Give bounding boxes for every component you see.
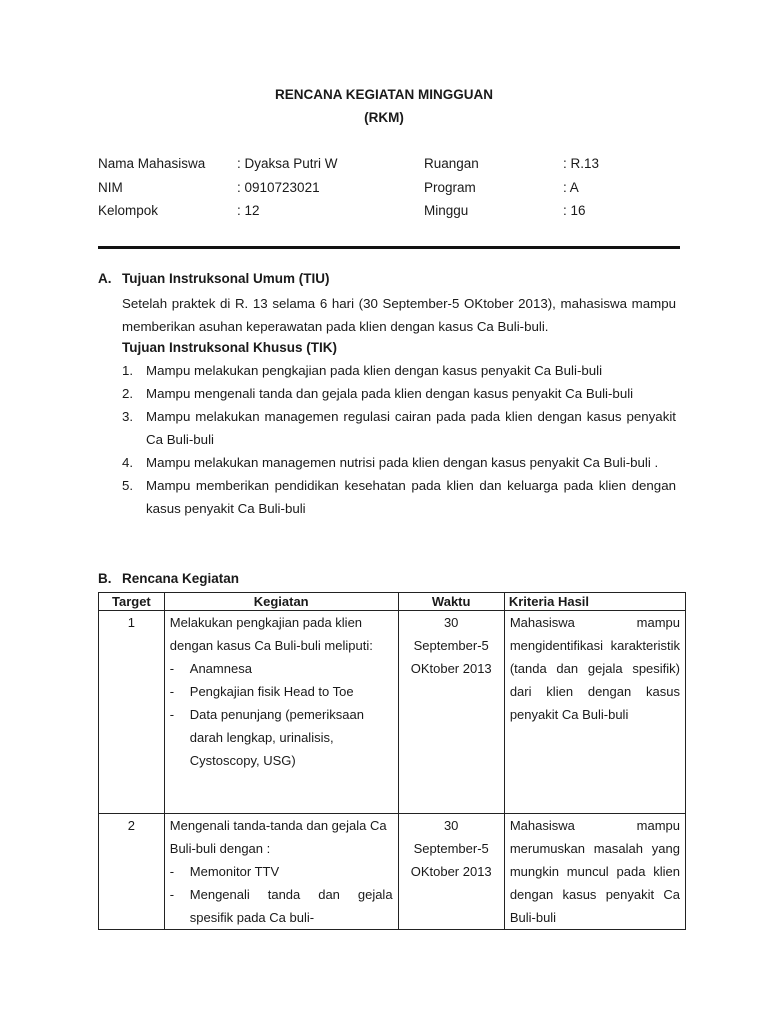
cell-target: 2	[99, 814, 165, 930]
table-header-row	[99, 593, 686, 611]
plan-table	[98, 592, 686, 930]
kegiatan-item-text: Pengkajian fisik Head to Toe	[189, 684, 354, 699]
tik-list	[122, 359, 676, 520]
info-label-kelompok: Kelompok	[98, 203, 159, 218]
section-a-heading	[98, 271, 330, 286]
section-b-heading	[98, 571, 239, 586]
cell-waktu	[398, 814, 504, 930]
column-header-kriteria: Kriteria Hasil	[504, 593, 685, 611]
info-value-program: : A	[563, 180, 579, 195]
waktu-line: September-5	[413, 841, 489, 856]
kegiatan-item	[170, 657, 393, 680]
list-text: Mampu melakukan managemen nutrisi pada klien dengan kasus penyakit Ca Buli-buli .	[146, 455, 659, 470]
column-header-waktu: Waktu	[398, 593, 504, 611]
info-label-nama: Nama Mahasiswa	[98, 156, 206, 171]
section-a-letter: A.	[98, 271, 112, 286]
list-number: 3.	[122, 409, 134, 424]
list-item	[122, 382, 676, 405]
list-text: Mampu melakukan pengkajian pada klien dengan kasus penyakit Ca Buli-buli	[146, 363, 603, 378]
table-row	[99, 611, 686, 814]
info-label-minggu: Minggu	[424, 203, 469, 218]
dash-bullet: -	[169, 684, 175, 699]
kegiatan-item-text: Anamnesa	[189, 661, 252, 676]
dash-bullet: -	[169, 707, 175, 722]
column-header-target: Target	[99, 593, 165, 611]
dash-bullet: -	[169, 864, 175, 879]
kegiatan-item-text: Memonitor TTV	[189, 864, 280, 879]
waktu-line: OKtober 2013	[410, 661, 492, 676]
list-number: 1.	[122, 363, 134, 378]
list-item	[122, 451, 676, 474]
cell-kegiatan	[164, 814, 398, 930]
tiu-paragraph: Setelah praktek di R. 13 selama 6 hari (30 September-5 OKtober 2013), mahasiswa mampu memberikan asuhan keperawatan pada klien dengan kasus Ca Buli-buli.	[122, 296, 676, 334]
kegiatan-intro: Melakukan pengkajian pada klien dengan kasus Ca Buli-buli meliputi:	[169, 615, 373, 653]
cell-waktu	[398, 611, 504, 814]
list-text: Mampu melakukan managemen regulasi cairan pada pada klien dengan kasus penyakit Ca Buli-buli	[146, 409, 676, 447]
kegiatan-item-text: Data penunjang (pemeriksaan darah lengkap, urinalisis, Cystoscopy, USG)	[189, 707, 364, 768]
dash-bullet: -	[169, 887, 175, 902]
list-item	[122, 359, 676, 382]
info-value-kelompok: : 12	[237, 203, 260, 218]
info-label-ruangan: Ruangan	[424, 156, 479, 171]
waktu-line: 30	[443, 818, 459, 833]
waktu-line: 30	[443, 615, 459, 630]
list-text: Mampu mengenali tanda dan gejala pada klien dengan kasus penyakit Ca Buli-buli	[146, 386, 634, 401]
list-number: 2.	[122, 386, 134, 401]
info-value-ruangan: : R.13	[563, 156, 600, 171]
list-item	[122, 474, 676, 520]
cell-kegiatan	[164, 611, 398, 814]
kegiatan-item	[170, 860, 393, 883]
info-label-nim: NIM	[98, 180, 123, 195]
list-number: 5.	[122, 478, 134, 493]
cell-target: 1	[99, 611, 165, 814]
info-value-nim: : 0910723021	[237, 180, 320, 195]
kegiatan-item-text: Mengenali tanda dan gejala spesifik pada Ca buli-	[189, 887, 393, 925]
cell-kriteria: Mahasiswa mampu mengidentifikasi karakteristik (tanda dan gejala spesifik) dari klien dengan kasus penyakit Ca Buli-buli	[504, 611, 685, 814]
info-value-nama: : Dyaksa Putri W	[237, 156, 338, 171]
section-b-letter: B.	[98, 571, 112, 586]
kegiatan-intro: Mengenali tanda-tanda dan gejala Ca Buli-buli dengan :	[169, 818, 387, 856]
kegiatan-item	[170, 883, 393, 929]
horizontal-divider	[98, 246, 680, 249]
list-text: Mampu memberikan pendidikan kesehatan pada klien dan keluarga pada klien dengan kasus penyakit Ca Buli-buli	[146, 478, 676, 516]
table-row	[99, 814, 686, 930]
section-b-title: Rencana Kegiatan	[122, 571, 240, 586]
list-item	[122, 405, 676, 451]
kegiatan-item	[170, 680, 393, 703]
section-a-title: Tujuan Instruksonal Umum (TIU)	[122, 271, 330, 286]
cell-kriteria: Mahasiswa mampu merumuskan masalah yang mungkin muncul pada klien dengan kasus penyakit Ca Buli-buli	[504, 814, 685, 930]
tik-heading: Tujuan Instruksonal Khusus (TIK)	[122, 340, 338, 355]
waktu-line: September-5	[413, 638, 489, 653]
document-title: RENCANA KEGIATAN MINGGUAN	[275, 87, 493, 102]
waktu-line: OKtober 2013	[410, 864, 492, 879]
kegiatan-item	[170, 703, 393, 772]
document-subtitle: (RKM)	[364, 110, 404, 125]
column-header-kegiatan: Kegiatan	[164, 593, 398, 611]
list-number: 4.	[122, 455, 134, 470]
dash-bullet: -	[169, 661, 175, 676]
info-label-program: Program	[424, 180, 476, 195]
info-value-minggu: : 16	[563, 203, 586, 218]
